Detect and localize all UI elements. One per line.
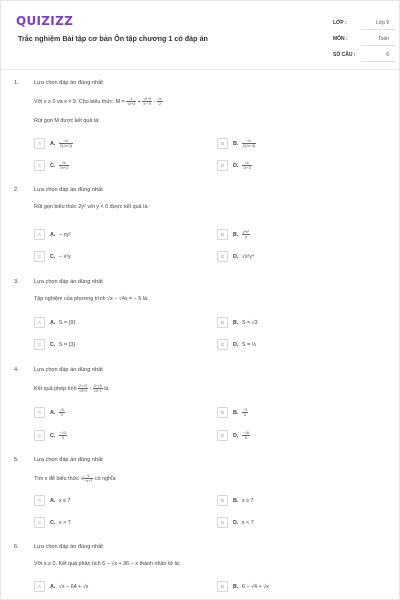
worksheet-title: Trắc nghiệm Bài tập cơ bản Ôn tập chương 1 có đáp án: [18, 34, 208, 43]
answer-option-a[interactable]: [34, 581, 89, 592]
meta-underline: [361, 29, 395, 30]
option-checkbox[interactable]: A: [34, 407, 45, 418]
question-number: 6.: [14, 544, 19, 550]
option-checkbox[interactable]: C: [34, 160, 45, 171]
option-checkbox[interactable]: B: [217, 138, 228, 149]
option-letter: B.: [233, 497, 239, 504]
question-prompt: Lựa chọn đáp án đúng nhất: [34, 187, 103, 193]
question-number: 5.: [14, 457, 19, 463]
option-letter: B.: [233, 409, 239, 416]
question-text: Với x ≥ 0 và x ≠ 9. Cho biểu thức: M = $\frac{1}{√x+3}$ + $\frac{√x-9}{x - 9}$ · $\frac{√x}{2}$: [34, 97, 162, 106]
answer-option-c[interactable]: [34, 339, 75, 350]
option-text: S = ⅓: [241, 341, 257, 348]
answer-option-b[interactable]: [217, 495, 254, 506]
math-fraction: $\frac{2-√3}{√3+1}$: [79, 384, 88, 393]
option-letter: C.: [50, 162, 56, 169]
option-letter: B.: [233, 583, 239, 590]
option-text: √x − 64 + √x: [58, 583, 89, 590]
meta-underline: [361, 45, 395, 46]
option-letter: D.: [233, 519, 239, 526]
meta-row-subject: [333, 32, 395, 48]
answer-option-b[interactable]: [217, 138, 256, 149]
answer-option-b[interactable]: [217, 581, 269, 592]
answer-option-a[interactable]: [34, 317, 75, 328]
question-prompt: Lựa chọn đáp án đúng nhất: [34, 457, 103, 463]
option-text: − x²y: [58, 253, 71, 260]
math-fraction: $\frac{-√6}{6}$: [242, 431, 249, 440]
question-text-part: Với x ≥ 0 và x ≠ 9. Cho biểu thức: M =: [34, 98, 125, 105]
math-fraction: $\frac{√x}{2(√x-3)}$: [242, 139, 256, 148]
question-prompt: Lựa chọn đáp án đúng nhất: [34, 367, 103, 373]
option-letter: D.: [233, 432, 239, 439]
quizizz-logo: QUIZIZZ: [16, 14, 74, 28]
option-text: √x²y⁴: [241, 253, 255, 260]
math-fraction: $\frac{√x-9}{x - 9}$: [143, 97, 152, 106]
option-text: S = {3}: [58, 341, 76, 348]
meta-label: SỐ CÂU :: [333, 52, 356, 58]
question-text: Kết quả phép tính $\frac{2-√3}{√3+1}$ : $\frac{3-√3}{√3-1}$ là:: [34, 384, 110, 393]
option-letter: A.: [50, 231, 56, 238]
answer-option-a[interactable]: [34, 407, 65, 418]
meta-value: Lớp 9: [375, 20, 389, 26]
math-fraction: $\frac{1}{√x+3}$: [127, 97, 136, 106]
answer-option-b[interactable]: [217, 229, 250, 240]
option-checkbox[interactable]: A: [34, 317, 45, 328]
math-fraction: $\frac{√x}{√x-3}$: [242, 161, 251, 170]
question-text-part: Kết quả phép tính: [34, 385, 77, 392]
header-divider: [1, 69, 400, 70]
option-checkbox[interactable]: C: [34, 339, 45, 350]
question-prompt: Lựa chọn đáp án đúng nhất: [34, 279, 103, 285]
option-text: 6 − √4 + √x: [241, 583, 269, 590]
option-checkbox[interactable]: B: [217, 229, 228, 240]
option-checkbox[interactable]: C: [34, 251, 45, 262]
question-number: 2.: [14, 187, 19, 193]
meta-label: LỚP :: [333, 20, 347, 26]
option-letter: A.: [50, 140, 56, 147]
question-text: Rút gọn biểu thức 2y² với y < 0 được kết quả là:: [34, 204, 149, 210]
question-number: 1.: [14, 80, 19, 86]
option-text: S = √3: [241, 319, 258, 326]
answer-option-a[interactable]: [34, 138, 73, 149]
option-letter: C.: [50, 341, 56, 348]
option-letter: C.: [50, 432, 56, 439]
question-text: Tập nghiệm của phương trình √x − √4x = − 5 là:: [34, 296, 149, 302]
question-prompt: Lựa chọn đáp án đúng nhất: [34, 544, 103, 550]
meta-underline: [361, 61, 395, 62]
answer-option-b[interactable]: [217, 407, 248, 418]
option-text: S = {9}: [58, 319, 76, 326]
math-fraction: $\frac{√x}{√x+3}$: [59, 161, 68, 170]
option-checkbox[interactable]: D: [217, 517, 228, 528]
option-letter: D.: [233, 341, 239, 348]
answer-option-d[interactable]: [217, 160, 252, 171]
answer-option-c[interactable]: [34, 430, 67, 441]
option-letter: A.: [50, 497, 56, 504]
worksheet-header: [8, 9, 392, 64]
question-text: Tìm x để biểu thức √ $\frac{6}{-x+7}$ có nghĩa: [34, 474, 116, 483]
option-checkbox[interactable]: A: [34, 138, 45, 149]
option-checkbox[interactable]: D: [217, 339, 228, 350]
math-fraction: $\frac{√x}{2(√x+3)}$: [59, 139, 73, 148]
answer-option-d[interactable]: [217, 517, 254, 528]
option-letter: C.: [50, 519, 56, 526]
option-text: x < 7: [241, 519, 254, 526]
question-subtext: Rút gọn M được kết quả là:: [34, 118, 100, 124]
meta-label: MÔN :: [333, 36, 348, 42]
option-letter: D.: [233, 162, 239, 169]
option-checkbox[interactable]: A: [34, 229, 45, 240]
meta-row-class: [333, 16, 395, 32]
answer-option-d[interactable]: [217, 430, 250, 441]
answer-option-b[interactable]: [217, 317, 258, 328]
math-fraction: $\frac{-√3}{3}$: [59, 431, 66, 440]
option-letter: C.: [50, 253, 56, 260]
meta-value: Toán: [378, 36, 389, 42]
option-checkbox[interactable]: C: [34, 517, 45, 528]
option-checkbox[interactable]: A: [34, 495, 45, 506]
answer-option-c[interactable]: [34, 517, 71, 528]
option-checkbox[interactable]: B: [217, 317, 228, 328]
option-text: − xy²: [58, 231, 71, 238]
option-letter: B.: [233, 140, 239, 147]
option-checkbox[interactable]: D: [217, 251, 228, 262]
answer-option-d[interactable]: [217, 251, 254, 262]
question-text-part: là:: [104, 385, 110, 392]
option-checkbox[interactable]: D: [217, 430, 228, 441]
option-letter: A.: [50, 583, 56, 590]
math-fraction: $\frac{√3}{3}$: [59, 408, 64, 417]
math-fraction: $\frac{6}{-x+7}$: [84, 474, 93, 483]
option-checkbox[interactable]: B: [217, 495, 228, 506]
meta-row-count: [333, 48, 395, 64]
answer-option-c[interactable]: [34, 160, 69, 171]
answer-option-d[interactable]: [217, 339, 256, 350]
option-letter: A.: [50, 409, 56, 416]
option-checkbox[interactable]: A: [34, 581, 45, 592]
math-fraction: $\frac{-3}{3}$: [242, 408, 248, 417]
option-checkbox[interactable]: B: [217, 407, 228, 418]
answer-option-a[interactable]: [34, 229, 71, 240]
question-prompt: Lựa chọn đáp án đúng nhất: [34, 80, 103, 86]
answer-option-a[interactable]: [34, 495, 71, 506]
meta-value: 6: [386, 52, 389, 58]
option-text: x > 7: [58, 519, 71, 526]
option-letter: D.: [233, 253, 239, 260]
question-number: 3.: [14, 279, 19, 285]
answer-option-c[interactable]: [34, 251, 71, 262]
option-checkbox[interactable]: B: [217, 581, 228, 592]
option-checkbox[interactable]: C: [34, 430, 45, 441]
math-fraction: $\frac{√x}{2}$: [158, 97, 162, 106]
option-text: x ≤ 7: [58, 497, 71, 504]
option-letter: A.: [50, 319, 56, 326]
math-fraction: $\frac{3-√3}{√3-1}$: [93, 384, 102, 393]
option-letter: B.: [233, 231, 239, 238]
question-text-part: có nghĩa: [94, 475, 116, 482]
worksheet-meta: [333, 16, 395, 64]
question-text: Với x ≥ 0. Kết quả phân tích 6 − √x + 36 − x thành nhân tử là:: [34, 561, 181, 567]
math-fraction: $\frac{\text{y²x²}}{y}$: [242, 230, 249, 239]
option-text: x ≥ 7: [241, 497, 254, 504]
question-text-part: Tìm x để biểu thức: [34, 475, 79, 482]
question-number: 4.: [14, 367, 19, 373]
option-letter: B.: [233, 319, 239, 326]
option-checkbox[interactable]: D: [217, 160, 228, 171]
